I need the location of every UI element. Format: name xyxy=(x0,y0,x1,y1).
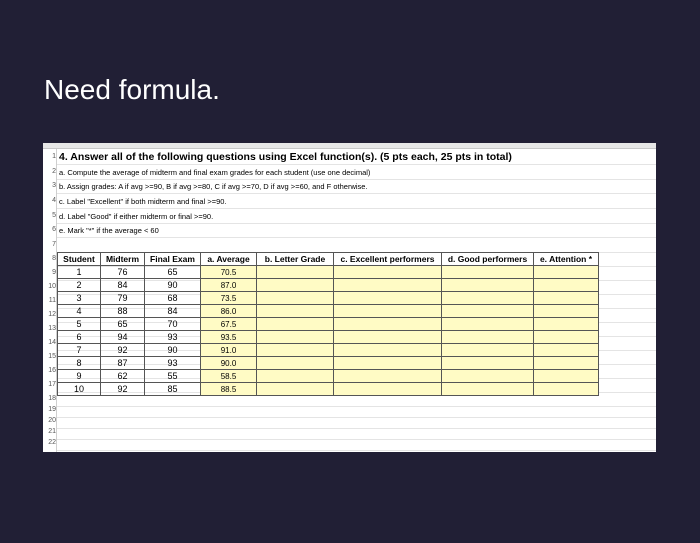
cell-student[interactable]: 3 xyxy=(58,292,101,305)
cell-letter-grade[interactable] xyxy=(257,266,334,279)
cell-final-exam[interactable]: 90 xyxy=(145,344,201,357)
cell-midterm[interactable]: 79 xyxy=(101,292,145,305)
table-row xyxy=(58,318,599,331)
cell-letter-grade[interactable] xyxy=(257,370,334,383)
question-title: 4. Answer all of the following questions using Excel function(s). (5 pts each, 25 pts in total) xyxy=(59,151,512,163)
row-separator xyxy=(57,193,656,194)
cell-letter-grade[interactable] xyxy=(257,318,334,331)
row-separator xyxy=(57,179,656,180)
grades-table xyxy=(57,252,599,396)
cell-excellent[interactable] xyxy=(334,305,442,318)
cell-attention[interactable] xyxy=(534,266,599,279)
table-row xyxy=(58,370,599,383)
cell-midterm[interactable]: 84 xyxy=(101,279,145,292)
cell-midterm[interactable]: 92 xyxy=(101,344,145,357)
cell-midterm[interactable]: 94 xyxy=(101,331,145,344)
cell-midterm[interactable]: 65 xyxy=(101,318,145,331)
row-separator xyxy=(57,223,656,224)
row-number[interactable]: 9 xyxy=(52,269,56,276)
row-number[interactable]: 4 xyxy=(52,197,56,204)
row-number[interactable]: 20 xyxy=(48,417,56,424)
spreadsheet-screenshot xyxy=(43,143,656,452)
row-number[interactable]: 11 xyxy=(48,297,56,304)
header-midterm[interactable]: Midterm xyxy=(101,253,145,266)
cell-attention[interactable] xyxy=(534,344,599,357)
cell-midterm[interactable]: 87 xyxy=(101,357,145,370)
row-number[interactable]: 16 xyxy=(48,367,56,374)
column-header-bar xyxy=(43,143,656,149)
cell-attention[interactable] xyxy=(534,370,599,383)
table-row xyxy=(58,357,599,370)
cell-letter-grade[interactable] xyxy=(257,331,334,344)
row-number[interactable]: 22 xyxy=(48,439,56,446)
cell-excellent[interactable] xyxy=(334,292,442,305)
cell-attention[interactable] xyxy=(534,357,599,370)
cell-final-exam[interactable]: 93 xyxy=(145,357,201,370)
row-number[interactable]: 21 xyxy=(48,428,56,435)
table-row xyxy=(58,383,599,396)
cell-average[interactable]: 93.5 xyxy=(201,331,257,344)
cell-good[interactable] xyxy=(442,305,534,318)
cell-attention[interactable] xyxy=(534,279,599,292)
cell-excellent[interactable] xyxy=(334,370,442,383)
cell-student[interactable]: 4 xyxy=(58,305,101,318)
cell-average[interactable]: 90.0 xyxy=(201,357,257,370)
row-number[interactable]: 17 xyxy=(48,381,56,388)
row-separator xyxy=(57,406,656,407)
row-number[interactable]: 12 xyxy=(48,311,56,318)
table-body xyxy=(58,266,599,396)
cell-excellent[interactable] xyxy=(334,266,442,279)
row-number[interactable]: 19 xyxy=(48,406,56,413)
cell-letter-grade[interactable] xyxy=(257,357,334,370)
cell-good[interactable] xyxy=(442,357,534,370)
cell-final-exam[interactable]: 55 xyxy=(145,370,201,383)
row-number[interactable]: 14 xyxy=(48,339,56,346)
cell-letter-grade[interactable] xyxy=(257,383,334,396)
row-number[interactable]: 13 xyxy=(48,325,56,332)
row-number[interactable]: 3 xyxy=(52,182,56,189)
cell-excellent[interactable] xyxy=(334,344,442,357)
cell-average[interactable]: 87.0 xyxy=(201,279,257,292)
cell-good[interactable] xyxy=(442,292,534,305)
cell-excellent[interactable] xyxy=(334,318,442,331)
table-row xyxy=(58,266,599,279)
cell-student[interactable]: 9 xyxy=(58,370,101,383)
cell-midterm[interactable]: 76 xyxy=(101,266,145,279)
row-number[interactable]: 15 xyxy=(48,353,56,360)
header-attention[interactable]: e. Attention * xyxy=(534,253,599,266)
row-number[interactable]: 7 xyxy=(52,241,56,248)
cell-final-exam[interactable]: 85 xyxy=(145,383,201,396)
cell-attention[interactable] xyxy=(534,318,599,331)
cell-student[interactable]: 6 xyxy=(58,331,101,344)
cell-good[interactable] xyxy=(442,344,534,357)
cell-excellent[interactable] xyxy=(334,279,442,292)
cell-average[interactable]: 88.5 xyxy=(201,383,257,396)
cell-attention[interactable] xyxy=(534,305,599,318)
cell-student[interactable]: 10 xyxy=(58,383,101,396)
table-row xyxy=(58,305,599,318)
instruction-c: c. Label "Excellent" if both midterm and final >=90. xyxy=(59,197,227,206)
cell-average[interactable]: 86.0 xyxy=(201,305,257,318)
header-final-exam[interactable]: Final Exam xyxy=(145,253,201,266)
row-number[interactable]: 8 xyxy=(52,255,56,262)
cell-final-exam[interactable]: 68 xyxy=(145,292,201,305)
instruction-b: b. Assign grades: A if avg >=90, B if avg >=80, C if avg >=70, D if avg >=60, and F otherwise. xyxy=(59,182,368,191)
cell-good[interactable] xyxy=(442,331,534,344)
cell-final-exam[interactable]: 70 xyxy=(145,318,201,331)
cell-excellent[interactable] xyxy=(334,383,442,396)
cell-good[interactable] xyxy=(442,370,534,383)
instruction-a: a. Compute the average of midterm and final exam grades for each student (use one decimal) xyxy=(59,168,371,177)
row-separator xyxy=(57,164,656,165)
header-student[interactable]: Student xyxy=(58,253,101,266)
cell-letter-grade[interactable] xyxy=(257,279,334,292)
cell-student[interactable]: 2 xyxy=(58,279,101,292)
cell-student[interactable]: 8 xyxy=(58,357,101,370)
cell-midterm[interactable]: 88 xyxy=(101,305,145,318)
cell-student[interactable]: 5 xyxy=(58,318,101,331)
cell-attention[interactable] xyxy=(534,383,599,396)
instruction-d: d. Label "Good" if either midterm or final >=90. xyxy=(59,212,214,221)
cell-average[interactable]: 73.5 xyxy=(201,292,257,305)
cell-midterm[interactable]: 92 xyxy=(101,383,145,396)
row-number[interactable]: 5 xyxy=(52,212,56,219)
cell-excellent[interactable] xyxy=(334,331,442,344)
cell-midterm[interactable]: 62 xyxy=(101,370,145,383)
header-excellent-performers[interactable]: c. Excellent performers xyxy=(334,253,442,266)
page-title: Need formula. xyxy=(44,74,220,105)
row-separator xyxy=(57,439,656,440)
cell-final-exam[interactable]: 90 xyxy=(145,279,201,292)
table-row xyxy=(58,331,599,344)
row-separator xyxy=(57,237,656,238)
cell-letter-grade[interactable] xyxy=(257,305,334,318)
table-row xyxy=(58,292,599,305)
cell-attention[interactable] xyxy=(534,331,599,344)
cell-final-exam[interactable]: 65 xyxy=(145,266,201,279)
row-separator xyxy=(57,428,656,429)
cell-good[interactable] xyxy=(442,383,534,396)
cell-final-exam[interactable]: 93 xyxy=(145,331,201,344)
header-letter-grade[interactable]: b. Letter Grade xyxy=(257,253,334,266)
cell-excellent[interactable] xyxy=(334,357,442,370)
cell-good[interactable] xyxy=(442,266,534,279)
row-separator xyxy=(57,450,656,451)
cell-student[interactable]: 7 xyxy=(58,344,101,357)
row-separator xyxy=(57,208,656,209)
row-number[interactable]: 2 xyxy=(52,168,56,175)
cell-attention[interactable] xyxy=(534,292,599,305)
row-number[interactable]: 6 xyxy=(52,226,56,233)
cell-average[interactable]: 58.5 xyxy=(201,370,257,383)
row-separator xyxy=(57,417,656,418)
cell-final-exam[interactable]: 84 xyxy=(145,305,201,318)
cell-good[interactable] xyxy=(442,318,534,331)
table-header-row xyxy=(58,253,599,266)
cell-average[interactable]: 91.0 xyxy=(201,344,257,357)
row-number[interactable]: 1 xyxy=(52,153,56,160)
row-number[interactable]: 10 xyxy=(48,283,56,290)
cell-letter-grade[interactable] xyxy=(257,344,334,357)
cell-student[interactable]: 1 xyxy=(58,266,101,279)
cell-good[interactable] xyxy=(442,279,534,292)
table-row xyxy=(58,279,599,292)
header-good-performers[interactable]: d. Good performers xyxy=(442,253,534,266)
cell-average[interactable]: 67.5 xyxy=(201,318,257,331)
cell-average[interactable]: 70.5 xyxy=(201,266,257,279)
table-row xyxy=(58,344,599,357)
cell-letter-grade[interactable] xyxy=(257,292,334,305)
row-number[interactable]: 18 xyxy=(48,395,56,402)
instruction-e: e. Mark "*" if the average < 60 xyxy=(59,226,159,235)
header-average[interactable]: a. Average xyxy=(201,253,257,266)
